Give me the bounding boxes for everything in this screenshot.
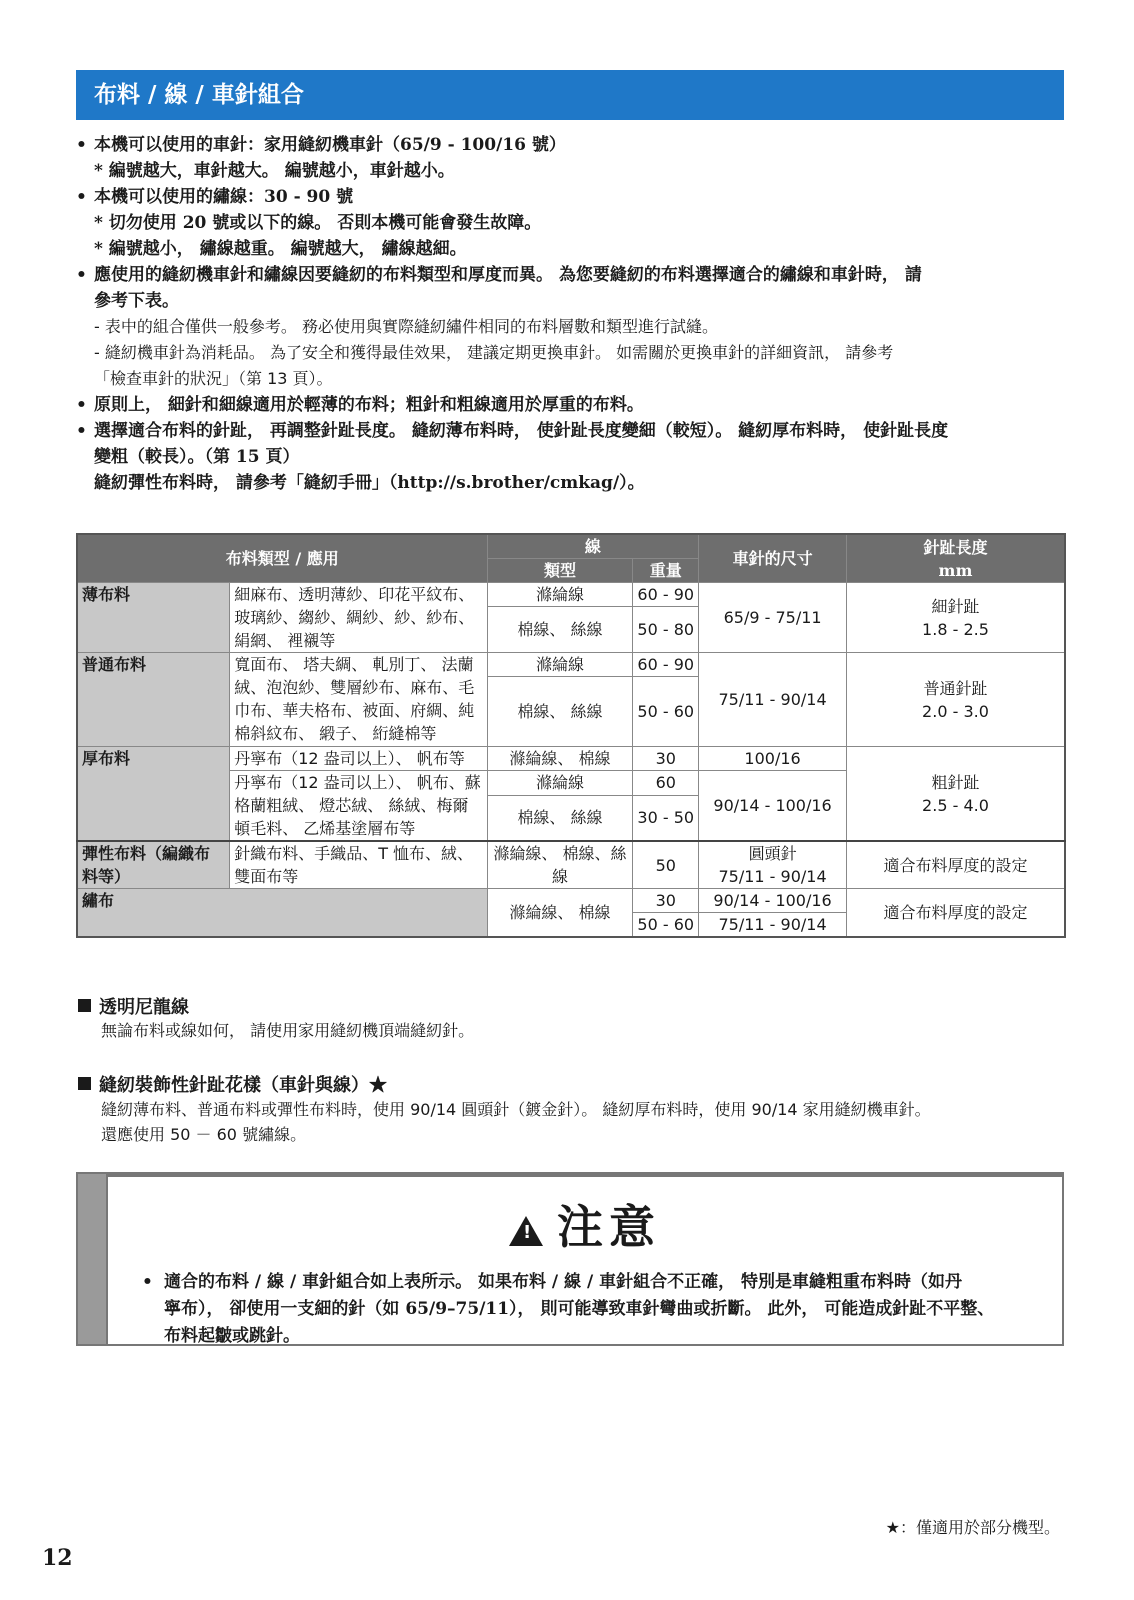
warning-icon: ! bbox=[509, 1216, 543, 1246]
fabric-thread-needle-table bbox=[76, 533, 1066, 938]
caution-sidebar bbox=[78, 1174, 106, 1344]
needle-size-cell: 75/11 - 90/14 bbox=[699, 653, 847, 747]
thread-weight-cell: 50 - 60 bbox=[633, 677, 699, 747]
section-title-bar bbox=[76, 70, 1064, 120]
section-heading-decorative: 縫紉裝飾性針趾花樣（車針與線）★ bbox=[78, 1071, 387, 1097]
thread-weight-cell: 30 bbox=[633, 889, 699, 913]
dash-note: - 表中的組合僅供一般參考。 務必使用與實際縫紉繡件相同的布料層數和類型進行試縫。 bbox=[94, 317, 718, 336]
needle-size-cell: 75/11 - 90/14 bbox=[699, 913, 847, 938]
thread-type-cell: 滌綸線 bbox=[487, 583, 633, 607]
thread-weight-cell: 50 bbox=[633, 841, 699, 889]
thread-weight-cell: 60 - 90 bbox=[633, 583, 699, 607]
needle-size-cell: 100/16 bbox=[699, 747, 847, 771]
bullet-thread: • 本機可以使用的繡線：30 - 90 號 bbox=[76, 187, 354, 207]
table-header-row bbox=[77, 534, 1065, 559]
category-cell: 薄布料 bbox=[77, 583, 230, 653]
needle-size-cell: 90/14 - 100/16 bbox=[699, 889, 847, 913]
thread-type-cell: 棉線、 絲線 bbox=[487, 607, 633, 653]
needle-size-cell: 65/9 - 75/11 bbox=[699, 583, 847, 653]
thread-type-cell: 滌綸線、 棉線、絲線 bbox=[487, 841, 633, 889]
application-cell: 針織布料、手織品、T 恤布、絨、雙面布等 bbox=[230, 841, 487, 889]
bullet-combination: • 應使用的縫紉機車針和繡線因要縫紉的布料類型和厚度而異。 為您要縫紉的布料選擇適合的繡線和車針時， 請 bbox=[76, 265, 922, 285]
bullet-note: * 編號越小， 繡線越重。 編號越大， 繡線越細。 bbox=[94, 239, 467, 259]
stitch-length-cell: 適合布料厚度的設定 bbox=[846, 841, 1065, 889]
bullet-note: * 切勿使用 20 號或以下的線。 否則本機可能會發生故障。 bbox=[94, 213, 542, 233]
page-title: 布料 / 線 / 車針組合 bbox=[94, 82, 304, 108]
square-bullet-icon bbox=[78, 1077, 91, 1090]
thread-type-cell: 棉線、 絲線 bbox=[487, 677, 633, 747]
footnote: ★：僅適用於部分機型。 bbox=[885, 1518, 1060, 1537]
application-cell: 丹寧布（12 盎司以上）、 帆布等 bbox=[230, 747, 487, 771]
bullet-continuation: 變粗（較長）。（第 15 頁） bbox=[94, 447, 300, 467]
stitch-length-cell: 適合布料厚度的設定 bbox=[846, 889, 1065, 938]
category-cell: 繡布 bbox=[77, 889, 487, 938]
intro-bullets bbox=[76, 132, 1066, 496]
bullet-continuation: 參考下表。 bbox=[94, 291, 179, 311]
stitch-length-cell: 粗針趾 2.5 - 4.0 bbox=[846, 747, 1065, 842]
header-fabric: 布料類型 / 應用 bbox=[77, 534, 487, 583]
bullet-needle: • 本機可以使用的車針：家用縫紉機車針（65/9 - 100/16 號） bbox=[76, 135, 566, 155]
needle-size-cell: 90/14 - 100/16 bbox=[699, 771, 847, 842]
bullet-note: * 編號越大，車針越大。 編號越小，車針越小。 bbox=[94, 161, 455, 181]
header-stitch: 針趾長度 mm bbox=[846, 534, 1065, 583]
caution-text: • 適合的布料 / 線 / 車針組合如上表所示。 如果布料 / 線 / 車針組合不正確， 特別是車縫粗重布料時（如丹 寧布）， 卻使用一支細的針（如 65/9–75/11）， 則可能導致車針彎曲或折斷。 此外， 可能造成針趾不平整、 布料起皺或跳針。 bbox=[142, 1272, 995, 1346]
table-row bbox=[77, 841, 1065, 889]
square-bullet-icon bbox=[78, 999, 91, 1012]
bullet-principle: • 原則上， 細針和細線適用於輕薄的布料；粗針和粗線適用於厚重的布料。 bbox=[76, 395, 644, 415]
caution-title: ! 注意 bbox=[108, 1191, 1062, 1257]
header-needle: 車針的尺寸 bbox=[699, 534, 847, 583]
stitch-length-cell: 普通針趾 2.0 - 3.0 bbox=[846, 653, 1065, 747]
thread-type-cell: 滌綸線 bbox=[487, 771, 633, 796]
page-number: 12 bbox=[42, 1545, 73, 1571]
thread-weight-cell: 60 - 90 bbox=[633, 653, 699, 677]
bullet-stitch-length: • 選擇適合布料的針趾， 再調整針趾長度。 縫紉薄布料時， 使針趾長度變細（較短）。 縫紉厚布料時， 使針趾長度 bbox=[76, 421, 949, 441]
thread-type-cell: 滌綸線、 棉線 bbox=[487, 747, 633, 771]
stitch-length-cell: 細針趾 1.8 - 2.5 bbox=[846, 583, 1065, 653]
thread-weight-cell: 30 bbox=[633, 747, 699, 771]
table-row bbox=[77, 653, 1065, 677]
needle-size-cell: 圓頭針 75/11 - 90/14 bbox=[699, 841, 847, 889]
header-thread: 線 bbox=[487, 534, 699, 559]
table-row bbox=[77, 583, 1065, 607]
section-body-decorative: 縫紉薄布料、普通布料或彈性布料時，使用 90/14 圓頭針（鍍金針）。 縫紉厚布料時，使用 90/14 家用縫紉機車針。 還應使用 50 － 60 號繡線。 bbox=[101, 1100, 931, 1144]
thread-weight-cell: 50 - 80 bbox=[633, 607, 699, 653]
application-cell: 細麻布、透明薄紗、印花平紋布、玻璃紗、縐紗、綢紗、紗、紗布、絹網、 裡襯等 bbox=[230, 583, 487, 653]
thread-type-cell: 棉線、 絲線 bbox=[487, 795, 633, 841]
thread-weight-cell: 50 - 60 bbox=[633, 913, 699, 938]
table-row bbox=[77, 889, 1065, 913]
table-row bbox=[77, 747, 1065, 771]
application-cell: 丹寧布（12 盎司以上）、 帆布、蘇格蘭粗絨、 燈芯絨、 絲絨、梅爾頓毛料、 乙烯基塗層布等 bbox=[230, 771, 487, 842]
dash-note-continuation: 「檢查車針的狀況」（第 13 頁）。 bbox=[94, 369, 333, 388]
header-weight: 重量 bbox=[633, 559, 699, 583]
thread-type-cell: 滌綸線 bbox=[487, 653, 633, 677]
section-heading-nylon: 透明尼龍線 bbox=[78, 993, 189, 1019]
thread-weight-cell: 60 bbox=[633, 771, 699, 796]
dash-note: - 縫紉機車針為消耗品。 為了安全和獲得最佳效果， 建議定期更換車針。 如需關於更換車針的詳細資訊， 請參考 bbox=[94, 343, 894, 362]
category-cell: 厚布料 bbox=[77, 747, 230, 842]
header-type: 類型 bbox=[487, 559, 633, 583]
bullet-continuation: 縫紉彈性布料時， 請參考「縫紉手冊」（http://s.brother/cmkag/）。 bbox=[94, 473, 645, 493]
caution-box bbox=[76, 1172, 1064, 1346]
section-body-nylon: 無論布料或線如何， 請使用家用縫紉機頂端縫紉針。 bbox=[101, 1021, 475, 1040]
category-cell: 彈性布料（編織布料等） bbox=[77, 841, 230, 889]
thread-weight-cell: 30 - 50 bbox=[633, 795, 699, 841]
category-cell: 普通布料 bbox=[77, 653, 230, 747]
thread-type-cell: 滌綸線、 棉線 bbox=[487, 889, 633, 938]
application-cell: 寬面布、 塔夫綢、 軋別丁、 法蘭絨、泡泡紗、雙層紗布、麻布、毛巾布、華夫格布、被面、府綢、純棉斜紋布、 緞子、 絎縫棉等 bbox=[230, 653, 487, 747]
